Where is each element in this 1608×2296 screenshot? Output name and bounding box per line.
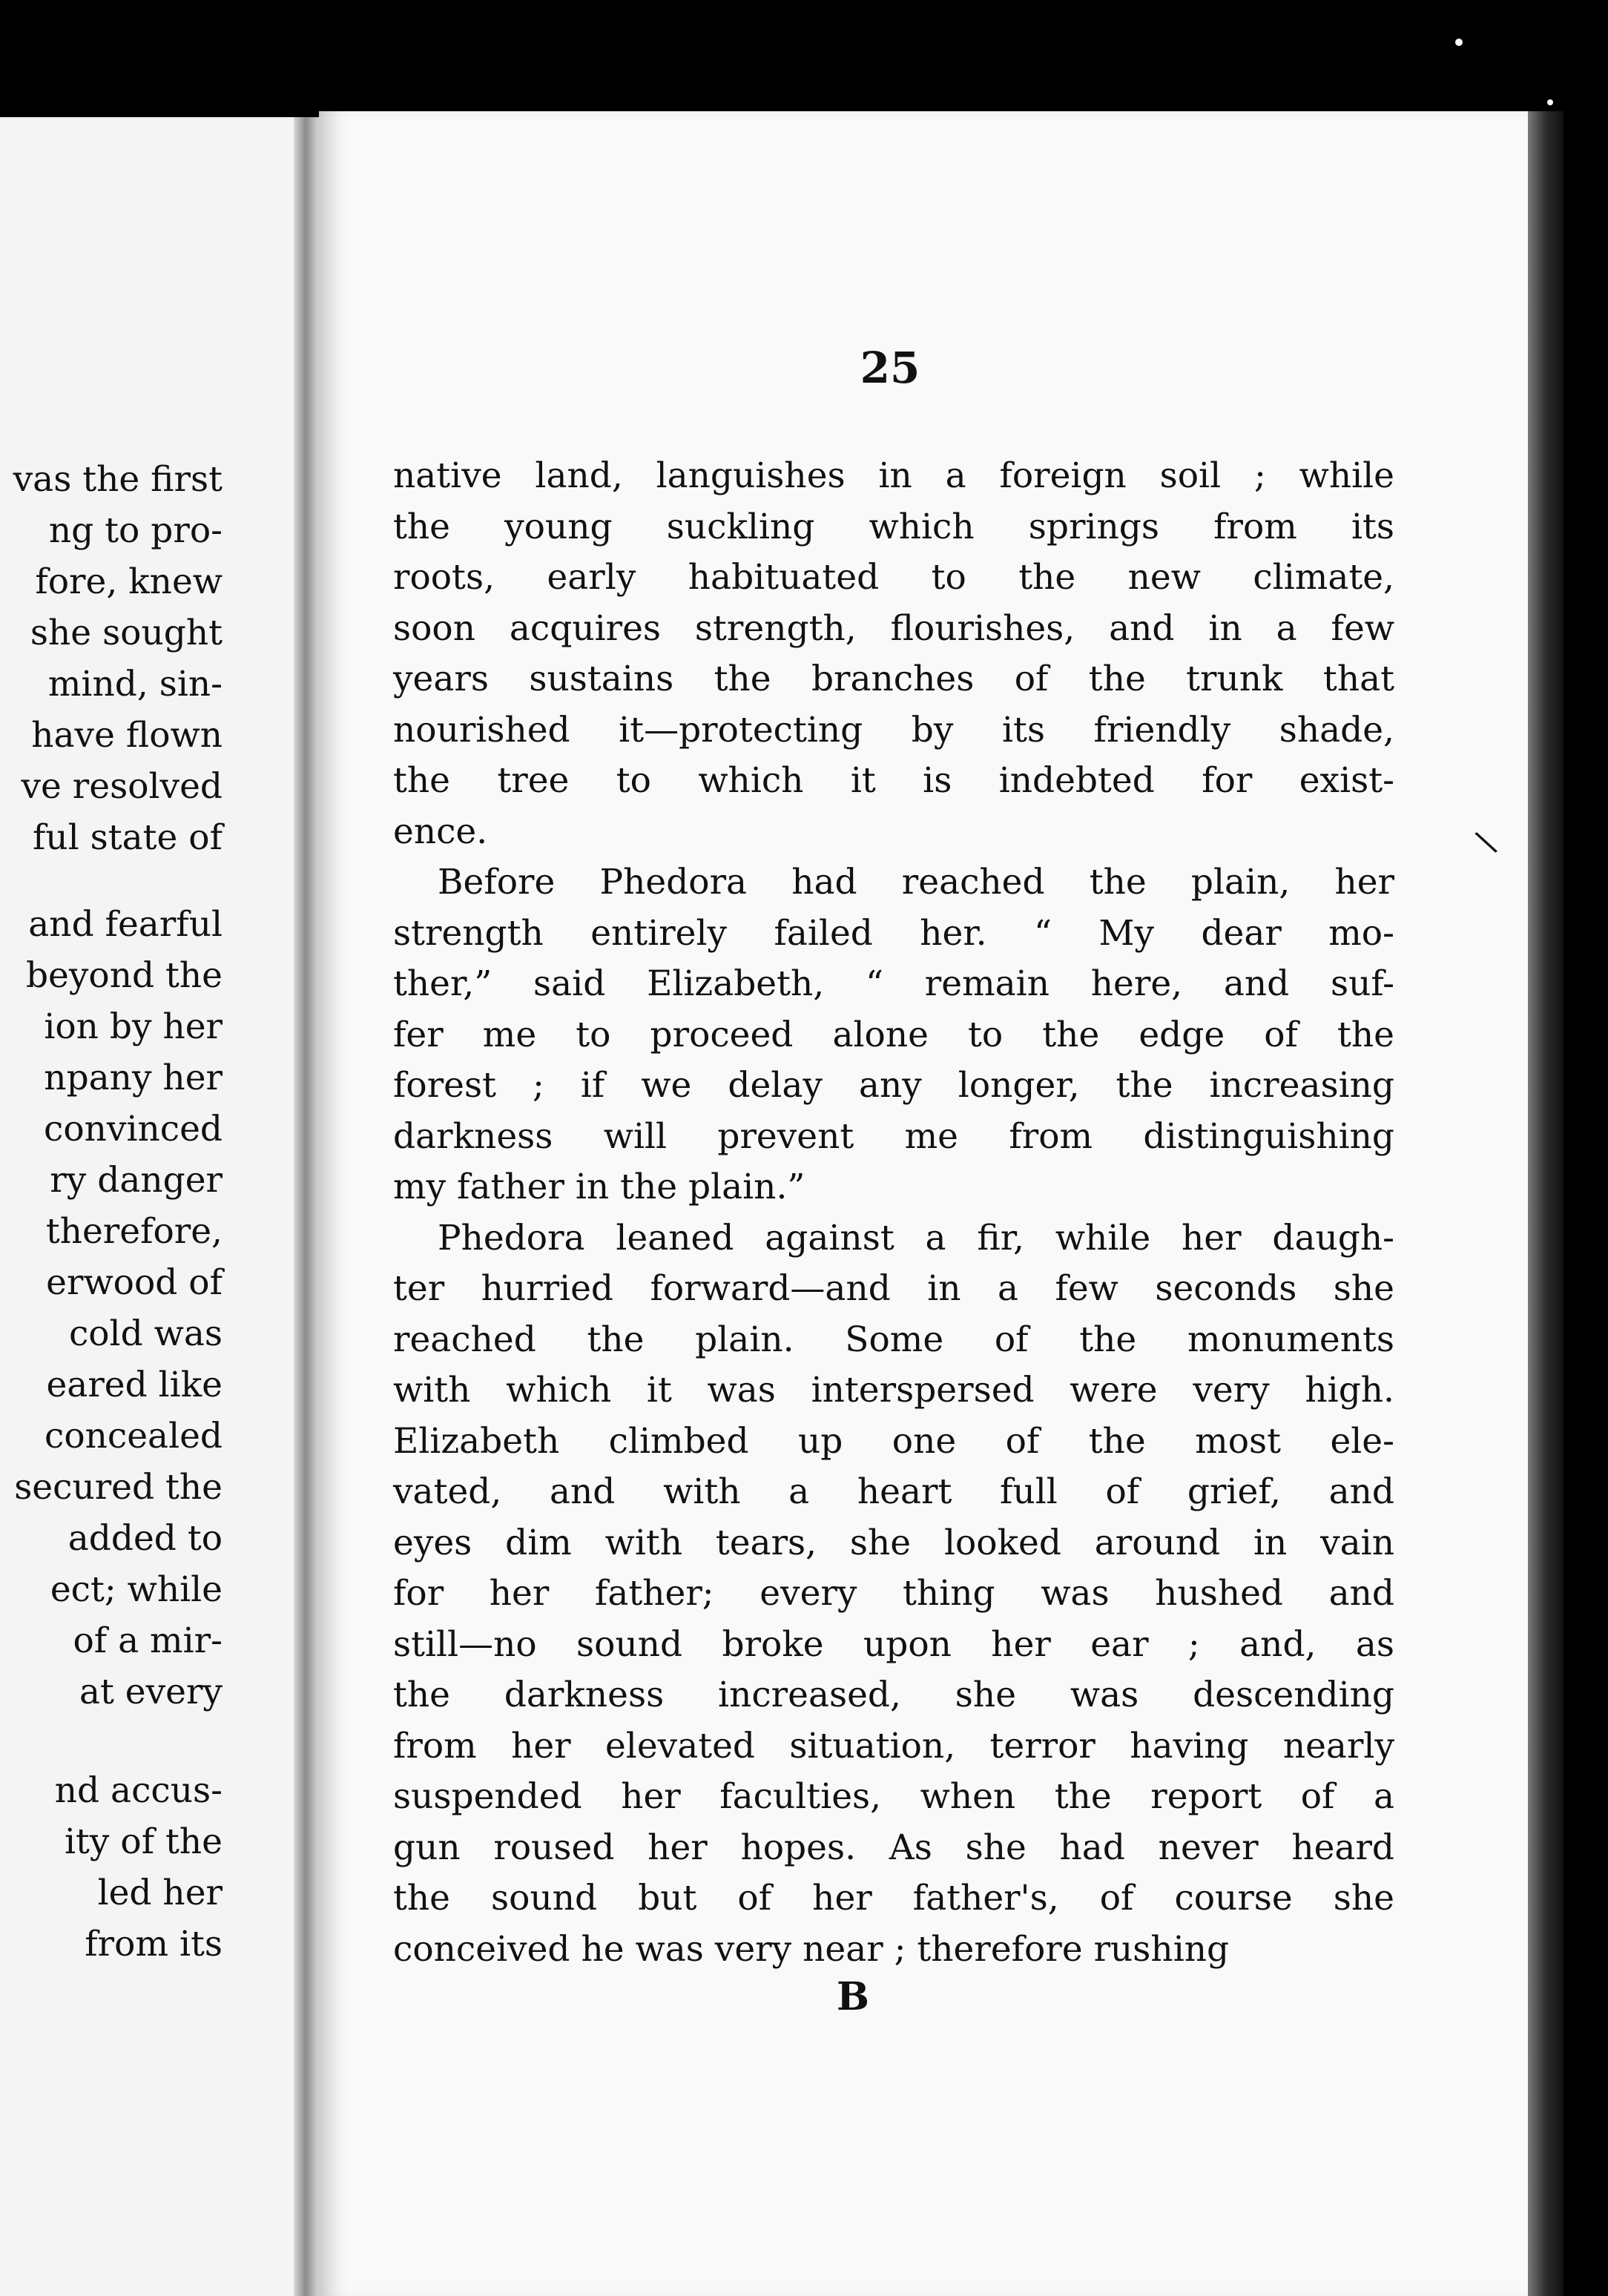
text-line: from her elevated situation, terror having nearly xyxy=(393,1725,1394,1766)
left-page-line: ful state of xyxy=(33,817,223,858)
left-page-line: ity of the xyxy=(64,1821,223,1862)
left-page-line: have flown xyxy=(31,715,223,756)
text-line: years sustains the branches of the trunk that xyxy=(393,659,1394,699)
speck-mark xyxy=(1455,39,1463,46)
left-page-line: of a mir- xyxy=(73,1620,223,1661)
left-page-text-group-1 xyxy=(0,454,223,863)
text-line: the tree to which it is indebted for exist- xyxy=(393,760,1394,801)
text-line: fer me to proceed alone to the edge of the xyxy=(393,1014,1394,1055)
text-line: ter hurried forward—and in a few seconds she xyxy=(393,1268,1394,1309)
left-page-line: mind, sin- xyxy=(47,664,223,705)
text-line: vated, and with a heart full of grief, and xyxy=(393,1471,1394,1512)
left-page-line: convinced xyxy=(44,1109,223,1149)
text-line: Before Phedora had reached the plain, her xyxy=(438,862,1394,903)
left-page-line: added to xyxy=(67,1518,223,1559)
text-line: roots, early habituated to the new climate, xyxy=(393,557,1394,598)
text-line: conceived he was very near ; therefore rushing xyxy=(393,1928,1230,1970)
left-page-line: vas the first xyxy=(13,459,223,500)
stray-mark: \ xyxy=(1472,822,1500,862)
text-line: Phedora leaned against a fir, while her daugh- xyxy=(438,1217,1394,1258)
left-page-line: from its xyxy=(85,1924,223,1965)
left-page-line: she sought xyxy=(30,613,223,653)
text-line: with which it was interspersed were very high. xyxy=(393,1370,1394,1411)
text-line: still—no sound broke upon her ear ; and, as xyxy=(393,1623,1394,1665)
left-page-line: fore, knew xyxy=(35,561,223,602)
text-line: gun roused her hopes. As she had never heard xyxy=(393,1827,1394,1868)
text-line: the sound but of her father's, of course she xyxy=(393,1878,1394,1919)
left-page-line: ry danger xyxy=(50,1160,223,1201)
left-page-line: eared like xyxy=(46,1365,223,1405)
book-edge xyxy=(1528,111,1563,2296)
text-line: suspended her faculties, when the report of a xyxy=(393,1776,1394,1817)
left-page-line: ng to pro- xyxy=(48,510,223,551)
text-line: my father in the plain.” xyxy=(393,1167,805,1207)
page-body-text xyxy=(393,451,1394,1975)
text-line: strength entirely failed her. “ My dear mo- xyxy=(393,912,1394,954)
page-number: 25 xyxy=(860,343,920,393)
signature-mark: B xyxy=(837,1974,869,2019)
left-page-line: secured the xyxy=(14,1467,223,1508)
left-page-text-group-2 xyxy=(0,899,223,1718)
left-page-line: ion by her xyxy=(44,1006,223,1047)
left-page-line: and fearful xyxy=(28,904,223,945)
left-page-line: therefore, xyxy=(45,1211,223,1252)
text-line: the darkness increased, she was descending xyxy=(393,1675,1394,1715)
text-line: native land, languishes in a foreign soil ; while xyxy=(393,455,1394,496)
text-line: reached the plain. Some of the monuments xyxy=(393,1319,1394,1360)
text-line: for her father; every thing was hushed and xyxy=(393,1573,1394,1614)
text-line: darkness will prevent me from distinguishing xyxy=(393,1115,1394,1157)
text-line: eyes dim with tears, she looked around in vain xyxy=(393,1522,1394,1563)
left-page-line: beyond the xyxy=(25,955,223,996)
left-page-line: npany her xyxy=(44,1058,223,1098)
left-page-line: cold was xyxy=(68,1313,223,1354)
text-line: nourished it—protecting by its friendly shade, xyxy=(393,709,1394,751)
text-line: ther,” said Elizabeth, “ remain here, and suf- xyxy=(393,963,1394,1004)
left-page-line: led her xyxy=(97,1873,223,1913)
text-line: soon acquires strength, flourishes, and in a few xyxy=(393,607,1394,649)
left-page-line: at every xyxy=(79,1672,223,1712)
left-page-line: ve resolved xyxy=(21,766,223,807)
left-page-line: nd accus- xyxy=(54,1770,223,1811)
speck-mark xyxy=(1547,99,1553,105)
left-page-text-group-3 xyxy=(0,1765,223,1970)
text-line: forest ; if we delay any longer, the increasing xyxy=(393,1065,1394,1106)
text-line: Elizabeth climbed up one of the most ele- xyxy=(393,1420,1394,1462)
left-page-line: ect; while xyxy=(50,1569,223,1610)
text-line: the young suckling which springs from its xyxy=(393,506,1394,547)
left-page-line: erwood of xyxy=(46,1262,223,1303)
text-line: ence. xyxy=(393,811,488,852)
left-page-line: concealed xyxy=(45,1416,223,1457)
